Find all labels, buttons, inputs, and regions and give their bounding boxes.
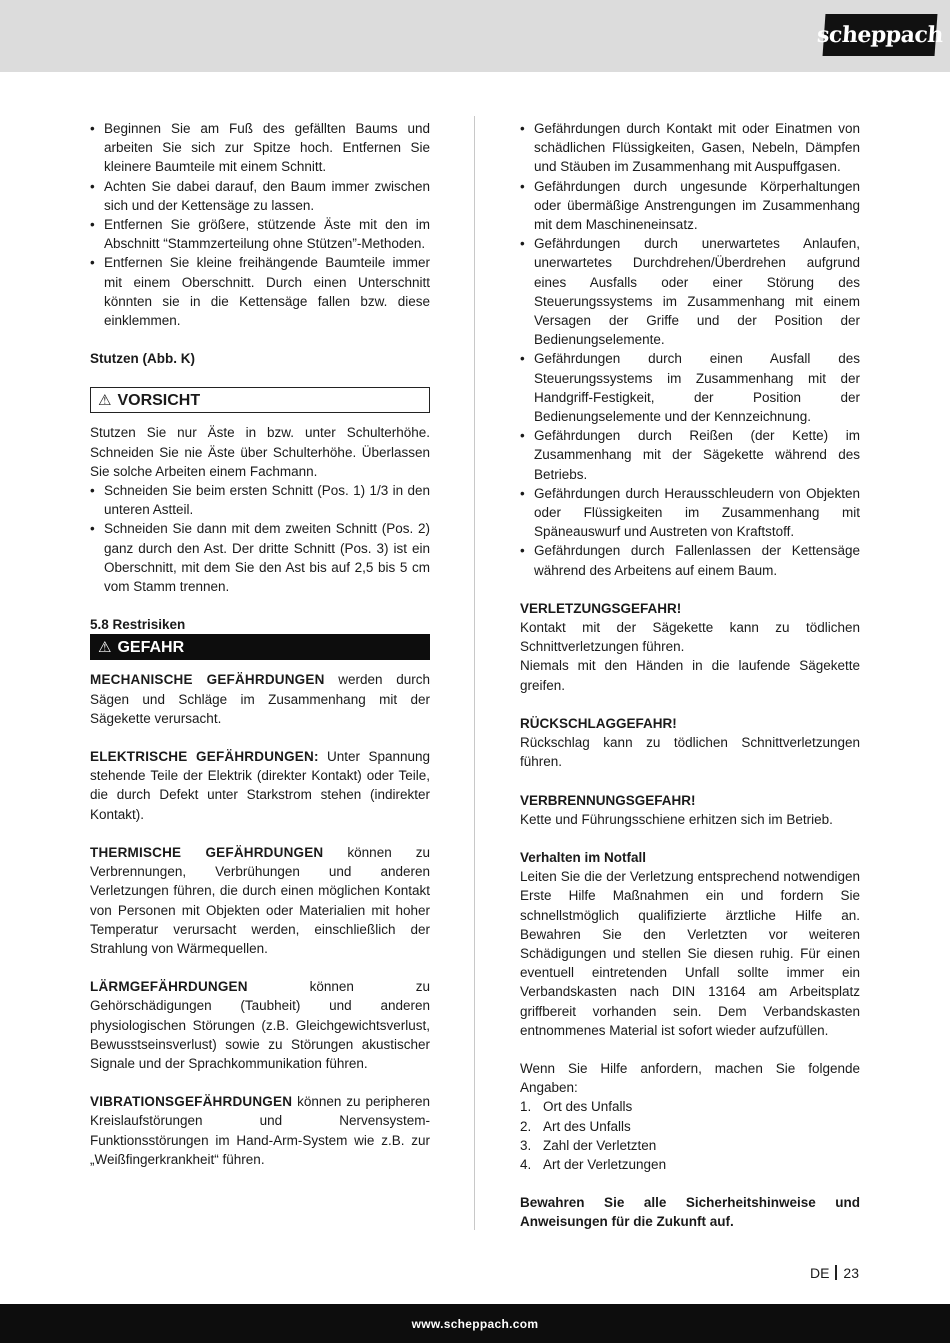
page-number — [810, 1265, 859, 1281]
list-item: • Gefährdungen durch unerwartetes Anlaufen, unerwartetes Durchdrehen/Überdrehen aufgrund eines Ausfalls oder einer Störung des Steuerungssystems im Zusammenhang mit einem Versagen der Griffe und der Position der Bedienungselemente. — [520, 234, 860, 349]
stutzen-bullet-list — [90, 481, 430, 596]
stutzen-heading: Stutzen (Abb. K) — [90, 351, 195, 367]
caution-label: VORSICHT — [117, 391, 201, 409]
list-item: • Gefährdungen durch einen Ausfall des Steuerungssystems im Zusammenhang mit der Handgriff-Festigkeit, der Position der Bedienungselemente und der Kennzeichnung. — [520, 349, 860, 426]
language-code: DE — [809, 1265, 830, 1281]
list-item: • Gefährdungen durch Kontakt mit oder Einatmen von schädlichen Flüssigkeiten, Gasen, Nebeln, Dämpfen und Stäuben im Zusammenhang mit Auspuffgasen. — [520, 119, 860, 177]
page-number-separator — [835, 1265, 837, 1280]
intro-bullet-list — [90, 119, 430, 330]
closing-note: Bewahren Sie alle Sicherheitshinweise und Anweisungen für die Zukunft auf. — [520, 1195, 860, 1230]
list-item: 4. Art der Verletzungen — [520, 1156, 667, 1172]
list-item: • Gefährdungen durch Fallenlassen der Kettensäge während des Arbeitens auf einem Baum. — [520, 541, 860, 579]
warning-triangle-icon: ⚠ — [98, 638, 112, 656]
hazard-vibration: VIBRATIONSGEFÄHRDUNGEN können zu peripheren Kreislaufstörungen und Nervensystem-Funktionsstörungen im Hand-Arm-System wie z.B. zur „Weißfingerkrankheit“ führen. — [90, 1094, 430, 1167]
stutzen-text: Stutzen Sie nur Äste in bzw. unter Schulterhöhe. Schneiden Sie nie Äste über Schulterhöhe. Überlassen Sie solche Arbeiten einem Fachmann. — [90, 425, 430, 479]
danger-label: GEFAHR — [117, 638, 185, 656]
injury-text-2: Niemals mit den Händen in die laufende Sägekette greifen. — [520, 658, 860, 693]
help-list — [520, 1097, 860, 1174]
list-item: • Gefährdungen durch ungesunde Körperhaltungen oder übermäßige Anstrengungen im Zusammenhang mit dem Maschineneinsatz. — [520, 177, 860, 235]
emergency-text: Leiten Sie die der Verletzung entsprechend notwendigen Erste Hilfe Maßnahmen ein und fordern Sie schnellstmöglich qualifizierte ärztliche Hilfe an. Bewahren Sie den Verletzten vor weiteren Schädigungen und stellen Sie diesen ruhig. Für einen eventuell eintretenden Unfall sollte immer ein Verbandskasten nach DIN 13164 am Arbeitsplatz griffbereit vorhanden sein. Dem Verbandskasten entnommenes Material ist sofort wieder aufzufüllen. — [520, 869, 860, 1038]
footer-url: www.scheppach.com — [411, 1316, 539, 1331]
emergency-heading: Verhalten im Notfall — [520, 849, 647, 865]
list-item: • Gefährdungen durch Herausschleudern von Objekten oder Flüssigkeiten im Zusammenhang mit Späneauswurf und Austreten von Kraftstoff. — [520, 484, 860, 542]
warning-triangle-icon: ⚠ — [98, 391, 112, 409]
caution-box — [90, 387, 430, 413]
hazard-thermal: THERMISCHE GEFÄHRDUNGEN können zu Verbrennungen, Verbrühungen und anderen Verletzungen führen, die durch einen möglichen Kontakt von Personen mit Objekten oder Materialien mit hoher Temperatur verursacht werden, einschließlich der Strahlung von Wärmequellen. — [90, 844, 430, 956]
hazard-noise: LÄRMGEFÄHRDUNGEN können zu Gehörschädigungen (Taubheit) und anderen physiologischen Störungen (z.B. Gleichgewichtsverlust, Bewusstseinsverlust) sowie zu Störungen akustischer Signale und der Sprachkommunikation führen. — [90, 979, 430, 1071]
list-item: • Entfernen Sie größere, stützende Äste mit den im Abschnitt “Stammzerteilung ohne Stützen”-Methoden. — [90, 215, 430, 253]
list-item: 3. Zahl der Verletzten — [520, 1137, 657, 1153]
right-column — [520, 119, 860, 1232]
list-item: • Entfernen Sie kleine freihängende Baumteile immer mit einem Oberschnitt. Durch einen Unterschnitt könnten sie in die Kettensäge fallen bzw. diese einklemmen. — [90, 253, 430, 330]
hazard-bullet-list — [520, 119, 860, 580]
scheppach-logo: scheppach — [823, 14, 938, 56]
kickback-heading: RÜCKSCHLAGGEFAHR! — [520, 715, 677, 731]
column-divider — [474, 116, 475, 1230]
list-item: • Gefährdungen durch Reißen (der Kette) im Zusammenhang mit der Sägekette während des Betriebs. — [520, 426, 860, 484]
help-intro: Wenn Sie Hilfe anfordern, machen Sie folgende Angaben: — [520, 1060, 860, 1096]
injury-heading: VERLETZUNGSGEFAHR! — [520, 600, 682, 616]
injury-text: Kontakt mit der Sägekette kann zu tödlichen Schnittverletzungen führen. — [520, 620, 860, 655]
section-heading: 5.8 Restrisiken — [90, 617, 186, 633]
burn-heading: VERBRENNUNGSGEFAHR! — [520, 792, 696, 808]
list-item: • Beginnen Sie am Fuß des gefällten Baums und arbeiten Sie sich zur Spitze hoch. Entfernen Sie kleinere Baumteile mit einem Schnitt. — [90, 119, 430, 177]
kickback-text: Rückschlag kann zu tödlichen Schnittverletzungen führen. — [520, 735, 860, 770]
list-item: 2. Art des Unfalls — [520, 1118, 631, 1134]
footer-bar — [0, 1304, 950, 1343]
burn-text: Kette und Führungsschiene erhitzen sich im Betrieb. — [520, 811, 833, 827]
left-column — [90, 119, 430, 1169]
hazard-electrical: ELEKTRISCHE GEFÄHRDUNGEN: Unter Spannung stehende Teile der Elektrik (direkter Kontakt) oder Teile, die durch Defekt unter Starkstrom stehen (indirekter Kontakt). — [90, 749, 431, 822]
hazard-mechanical: MECHANISCHE GEFÄHRDUNGEN werden durch Sägen und Schläge im Zusammenhang mit der Sägekette verursacht. — [90, 672, 430, 726]
list-item: • Schneiden Sie beim ersten Schnitt (Pos. 1) 1/3 in den unteren Astteil. — [90, 481, 430, 519]
danger-box — [90, 634, 430, 660]
list-item: • Schneiden Sie dann mit dem zweiten Schnitt (Pos. 2) ganz durch den Ast. Der dritte Schnitt (Pos. 3) ist ein Oberschnitt, mit dem Sie den Ast bis auf 2,5 bis 5 cm vom Stamm trennen. — [90, 519, 430, 596]
list-item: 1. Ort des Unfalls — [520, 1099, 633, 1115]
header-bar — [0, 0, 950, 72]
page-number-value: 23 — [843, 1265, 859, 1281]
list-item: • Achten Sie dabei darauf, den Baum immer zwischen sich und der Kettensäge zu lassen. — [90, 177, 430, 215]
